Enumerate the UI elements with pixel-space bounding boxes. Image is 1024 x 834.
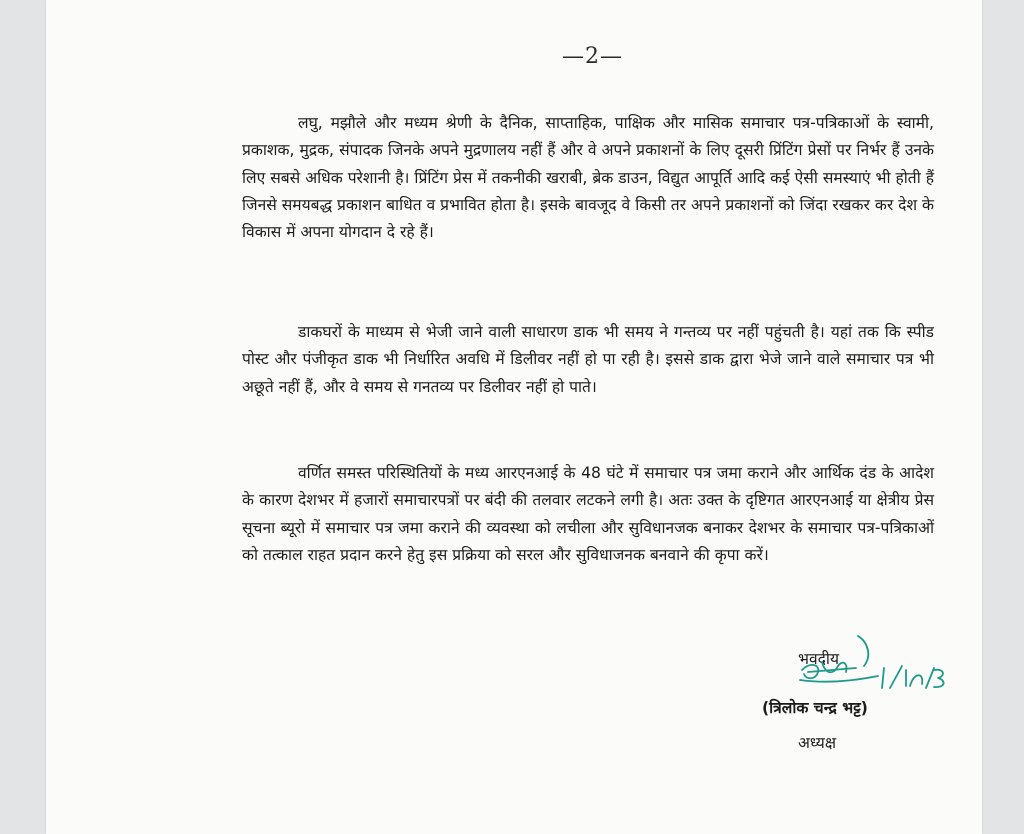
paragraph-3: वर्णित समस्त परिस्थितियों के मध्य आरएनआई के 48 घंटे में समाचार पत्र जमा कराने और आर्थिक दंड के आदेश के कारण देशभर में हजारों समाचारपत्रों पर बंदी की तलवार लटकने लगी है। अतः उक्त के दृष्टिगत आरएनआई या क्षेत्रीय प्रेस सूचना ब्यूरो में समाचार पत्र जमा कराने की व्यवस्था को लचीला और सुविधानजक बनाकर देशभर के समाचार पत्र-पत्रिकाओं को तत्काल राहत प्रदान करने हेतु इस प्रक्रिया को सरल और सुविधाजनक बनवाने की कृपा करें। (242, 464, 935, 564)
closing-salutation: भवदीय (798, 650, 839, 668)
paragraph-1: लघु, मझौले और मध्यम श्रेणी के दैनिक, साप्ताहिक, पाक्षिक और मासिक समाचार पत्र-पत्रिकाओं के स्वामी, प्रकाशक, मुद्रक, संपादक जिनके अपने मुद्रणालय नहीं हैं और वे अपने प्रकाशनों के लिए दूसरी प्रिंटिंग प्रेसों पर निर्भर हैं उनके लिए सबसे अधिक परेशानी है। प्रिंटिंग प्रेस में तकनीकी खराबी, ब्रेक डाउन, विद्युत आपूर्ति आदि कई ऐसी समस्याएं भी होती हैं जिनसे समयबद्ध प्रकाशन बाधित व प्रभावित होता है। इसके बावजूद वे किसी तर अपने प्रकाशनों को जिंदा रखकर कर देश के विकास में अपना योगदान दे रहे हैं। (242, 114, 934, 242)
signer-designation: अध्यक्ष (798, 734, 837, 752)
page-number: —2— (562, 44, 623, 69)
handwritten-signature (798, 632, 948, 694)
document-page (46, 0, 982, 834)
paragraph-2: डाकघरों के माध्यम से भेजी जाने वाली साधारण डाक भी समय ने गन्तव्य पर नहीं पहुंचती है। यहां तक कि स्पीड पोस्ट और पंजीकृत डाक भी निर्धारित अवधि में डिलीवर नहीं हो पा रही है। इससे डाक द्वारा भेजे जाने वाले समाचार पत्र भी अछूते नहीं हैं, और वे समय से गनतव्य पर डिलीवर नहीं हो पाते। (242, 323, 934, 396)
signer-name: (त्रिलोक चन्द्र भट्ट) (762, 699, 868, 717)
